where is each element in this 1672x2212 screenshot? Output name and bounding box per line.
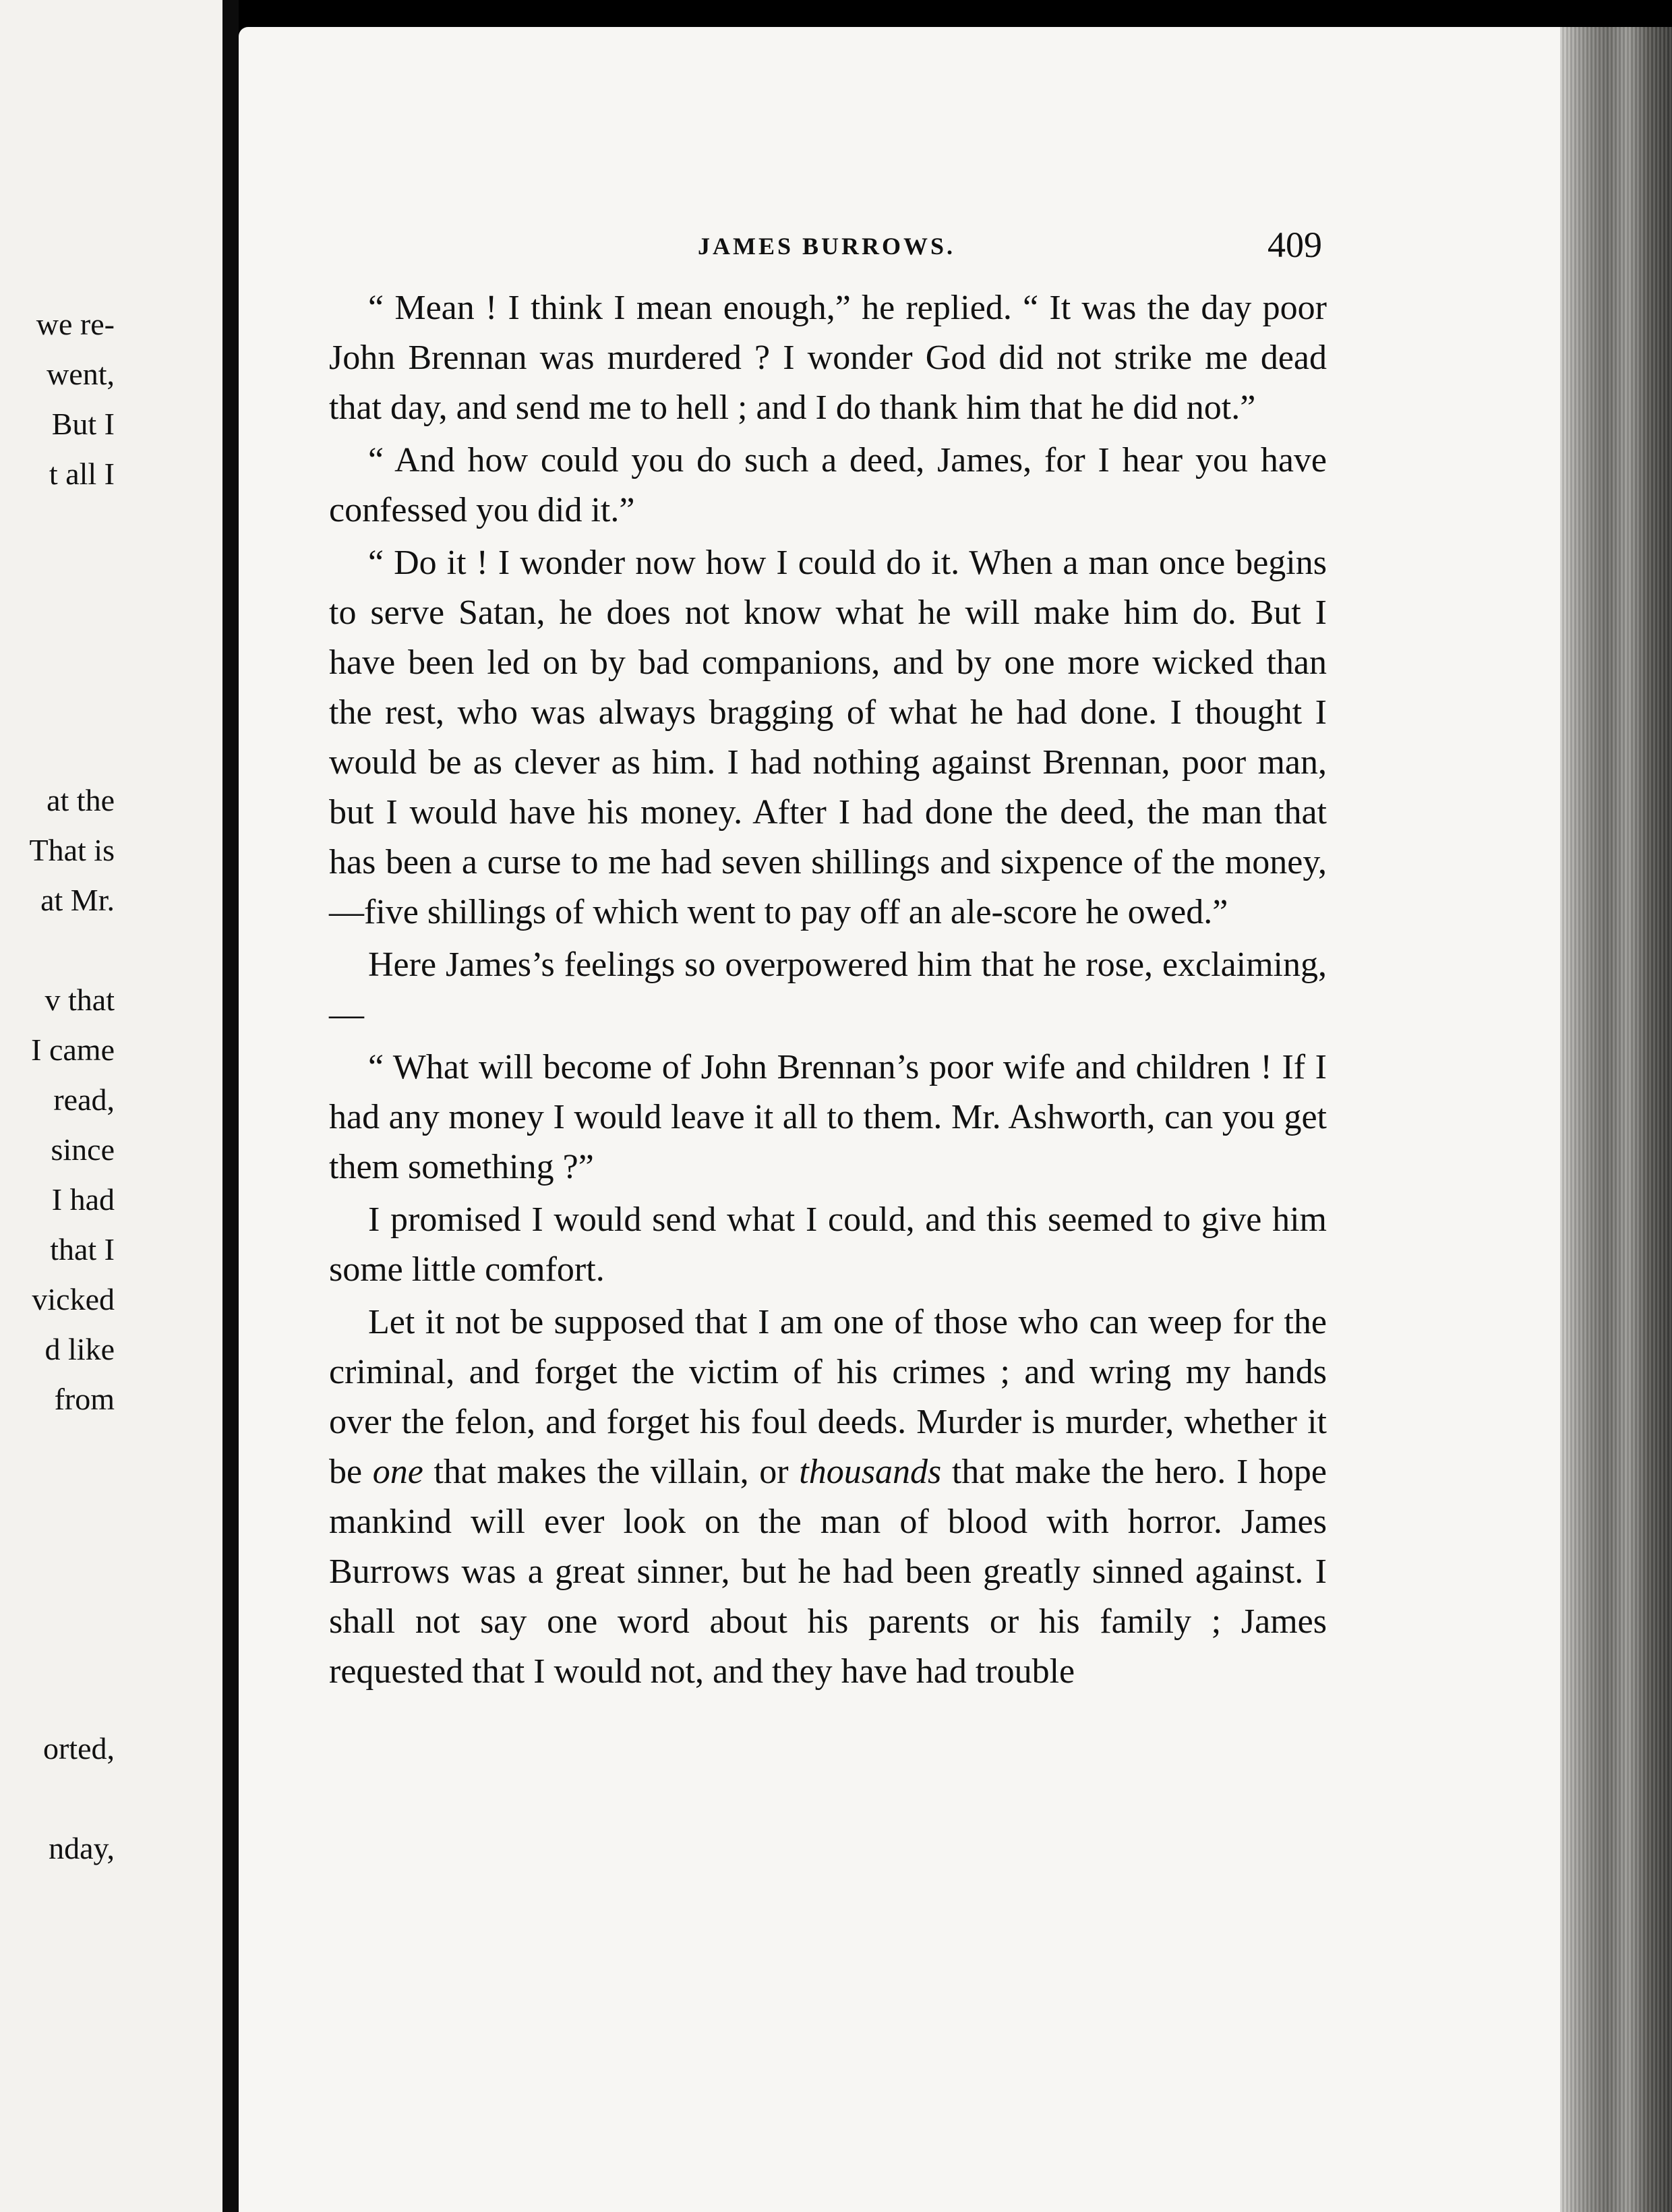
paragraph: “ What will become of John Brennan’s poor wife and children ! If I had any money I would leave it all to them. Mr. Ashworth, can you get them something ?” [329, 1048, 1327, 1186]
left-page-line: that I [50, 1232, 115, 1267]
page-number: 409 [1267, 225, 1322, 265]
paragraph-text: Let it not be supposed that I am one of those who can weep for the criminal, and forget the victim of his crimes ; and wring my hands over the felon, and forget his foul deeds. Murder is murder, whether it be [329, 1303, 1327, 1491]
left-page-line: since [51, 1132, 115, 1167]
paragraph-text: that makes the villain, or [423, 1453, 800, 1491]
left-facing-page [0, 0, 222, 2212]
paragraph [329, 1298, 1327, 1697]
left-page-line: But I [51, 407, 115, 441]
left-page-line: at the [47, 783, 115, 817]
left-page-line: t all I [49, 457, 115, 491]
left-page-line: I had [51, 1182, 115, 1217]
left-page-line: v that [44, 983, 115, 1017]
emphasis: one [372, 1453, 423, 1491]
paragraph: Here James’s feelings so overpowered him that he rose, exclaiming,— [329, 945, 1327, 1034]
paragraph-text: that make the hero. I hope mankind will ever look on the man of blood with horror. James Burrows was a great sinner, but he had been greatly sinned against. I shall not say one word about his parents or his family ; James requested that I would not, and they have had trouble [329, 1453, 1327, 1691]
paragraph: “ And how could you do such a deed, James, for I hear you have confessed you did it.” [329, 441, 1327, 529]
body-text [329, 283, 1327, 1697]
left-page-line: nday, [49, 1831, 115, 1865]
running-head: JAMES BURROWS. [698, 233, 956, 260]
paragraph: I promised I would send what I could, and this seemed to give him some little comfort. [329, 1200, 1327, 1289]
left-page-line: from [54, 1382, 115, 1416]
emphasis: thousands [799, 1453, 942, 1491]
left-page-line: at Mr. [40, 883, 115, 917]
left-page-line: vicked [32, 1282, 115, 1316]
left-page-line: we re- [36, 307, 115, 341]
left-page-line: I came [31, 1032, 115, 1067]
left-page-line: That is [29, 833, 115, 867]
paragraph: “ Mean ! I think I mean enough,” he replied. “ It was the day poor John Brennan was murdered ? I wonder God did not strike me dead that day, and send me to hell ; and I do thank him that he did not.” [329, 289, 1327, 427]
book-gutter [222, 0, 239, 2212]
left-page-line: d like [44, 1332, 115, 1366]
page-edges [1560, 27, 1672, 2212]
left-page-line: read, [53, 1082, 115, 1117]
paragraph: “ Do it ! I wonder now how I could do it. When a man once begins to serve Satan, he does not know what he will make him do. But I have been led on by bad companions, and by one more wicked than the rest, who was always bragging of what he had done. I thought I would be as clever as him. I had nothing against Brennan, poor man, but I would have his money. After I had done the deed, the man that has been a curse to me had seven shillings and sixpence of the money,—five shillings of which went to pay off an ale-score he owed.” [329, 544, 1327, 931]
left-page-line: went, [47, 357, 115, 391]
left-page-line: orted, [42, 1731, 115, 1766]
